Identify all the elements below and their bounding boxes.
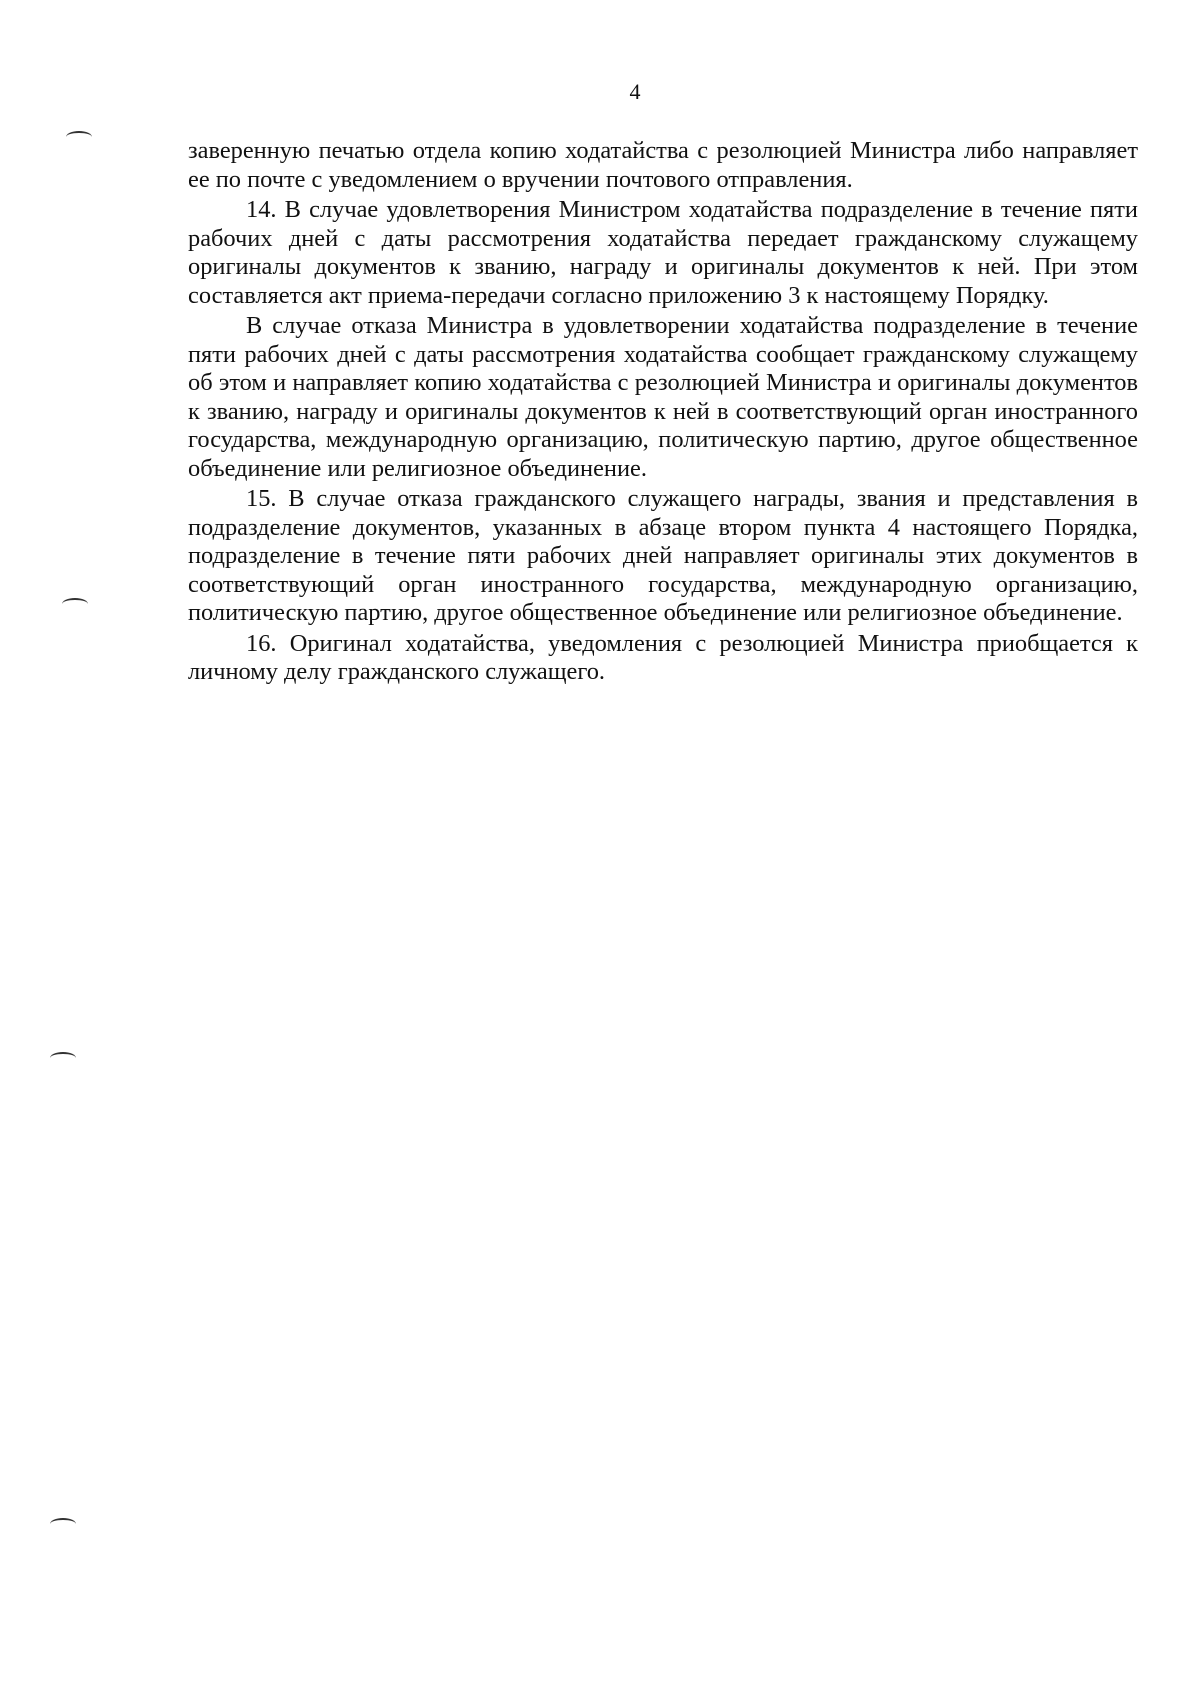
page-number: 4 <box>629 79 641 104</box>
punch-hole-mark-2 <box>62 598 88 610</box>
punch-hole-mark-3 <box>50 1052 76 1064</box>
document-body <box>188 137 1138 689</box>
punch-hole-mark-1 <box>66 131 92 143</box>
punch-hole-mark-4 <box>50 1518 76 1530</box>
paragraph-continuation: заверенную печатью отдела копию ходатайства с резолюцией Министра либо направляет ее по почте с уведомлением о вручении почтового отправления. <box>188 137 1138 193</box>
paragraph-14-refusal: В случае отказа Министра в удовлетворении ходатайства подразделение в течение пяти рабочих дней с даты рассмотрения ходатайства сообщает гражданскому служащему об этом и направляет копию ходатайства с резолюцией Министра и оригиналы документов к званию, награду и оригиналы документов к ней в соответствующий орган иностранного государства, международную организацию, политическую партию, другое общественное объединение или религиозное объединение. <box>188 312 1138 482</box>
paragraph-15: 15. В случае отказа гражданского служащего награды, звания и представления в подразделение документов, указанных в абзаце втором пункта 4 настоящего Порядка, подразделение в течение пяти рабочих дней направляет оригиналы этих документов в соответствующий орган иностранного государства, международную организацию, политическую партию, другое общественное объединение или религиозное объединение. <box>188 485 1138 626</box>
paragraph-16: 16. Оригинал ходатайства, уведомления с резолюцией Министра приобщается к личному делу гражданского служащего. <box>188 629 1138 685</box>
paragraph-14: 14. В случае удовлетворения Министром ходатайства подразделение в течение пяти рабочих дней с даты рассмотрения ходатайства передает гражданскому служащему оригиналы документов к званию, награду и оригиналы документов к ней. При этом составляется акт приема-передачи согласно приложению 3 к настоящему Порядку. <box>188 196 1138 309</box>
